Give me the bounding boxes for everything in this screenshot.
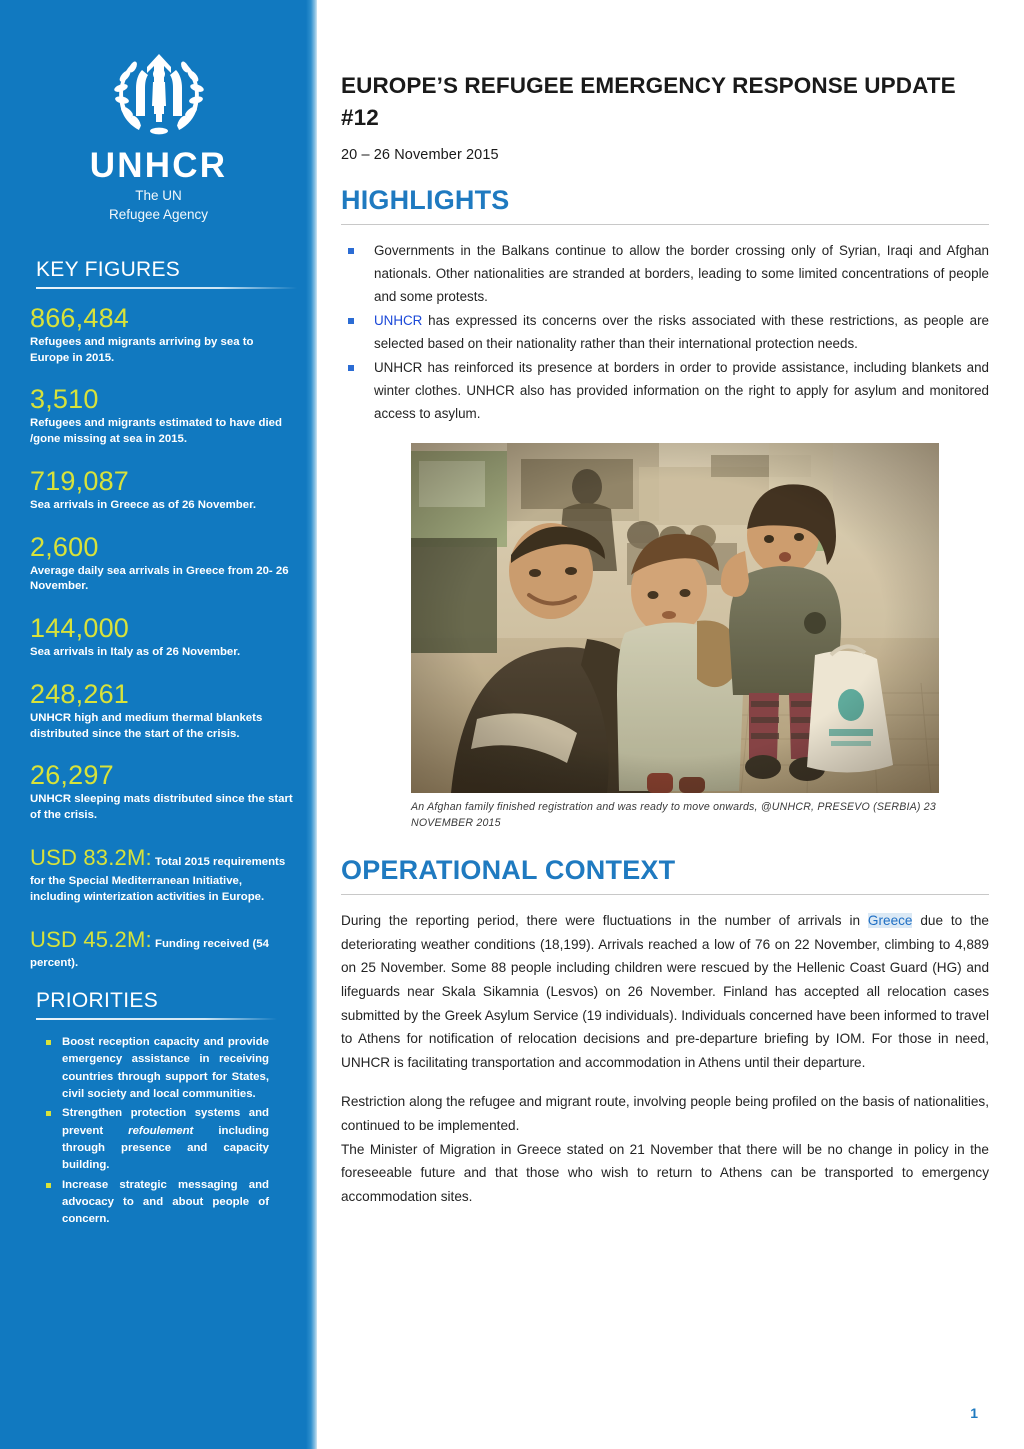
key-figure-item bbox=[30, 613, 293, 661]
key-figure-item bbox=[30, 679, 293, 743]
key-figure-description: Refugees and migrants estimated to have died /gone missing at sea in 2015. bbox=[30, 417, 282, 446]
key-figure-item bbox=[30, 303, 293, 367]
highlights-divider bbox=[341, 224, 989, 225]
unhcr-logo bbox=[0, 0, 317, 224]
key-figure-value: 3,510 bbox=[30, 384, 99, 415]
photo-caption: An Afghan family finished registration and was ready to move onwards, @UNHCR, PRESEVO (SERBIA) 23 NOVEMBER 2015 bbox=[411, 801, 936, 829]
report-date-range: 20 – 26 November 2015 bbox=[341, 146, 499, 163]
unhcr-tagline-line1: The UN bbox=[135, 188, 182, 203]
unhcr-wordmark: UNHCR bbox=[89, 146, 228, 185]
key-figure-item bbox=[30, 466, 293, 514]
funding-description: Funding received (54 percent). bbox=[30, 937, 269, 969]
key-figure-value: 248,261 bbox=[30, 678, 129, 709]
list-item bbox=[46, 1105, 269, 1174]
key-figure-description: Sea arrivals in Italy as of 26 November. bbox=[30, 646, 241, 659]
priority-text: Strengthen protection systems and prevent bbox=[62, 1107, 269, 1137]
page-number: 1 bbox=[970, 1405, 978, 1421]
photo-figure bbox=[411, 443, 939, 831]
greece-link[interactable]: Greece bbox=[867, 912, 913, 928]
key-figure-description: Refugees and migrants arriving by sea to Europe in 2015. bbox=[30, 335, 254, 364]
sidebar-edge-band bbox=[306, 0, 317, 1449]
unhcr-link[interactable]: UNHCR bbox=[374, 313, 423, 329]
priority-text: Increase strategic messaging and advocacy to and about people of concern. bbox=[62, 1178, 269, 1226]
priorities-divider bbox=[36, 1018, 277, 1020]
key-figures-heading: KEY FIGURES bbox=[36, 257, 181, 281]
key-figure-item bbox=[30, 532, 293, 596]
unhcr-tagline-line2: Refugee Agency bbox=[108, 206, 209, 222]
page-title: EUROPE’S REFUGEE EMERGENCY RESPONSE UPDATE #12 bbox=[341, 73, 956, 130]
priority-text-tail: including through presence and capacity building. bbox=[62, 1124, 269, 1172]
priority-text: Boost reception capacity and provide emergency assistance in receiving countries through support for States, civil society and local communities. bbox=[62, 1035, 269, 1100]
key-figure-value: 2,600 bbox=[30, 531, 99, 562]
funding-item bbox=[30, 924, 293, 971]
key-figure-value: 26,297 bbox=[30, 760, 114, 791]
key-figures-list bbox=[0, 303, 317, 971]
funding-item bbox=[30, 842, 293, 906]
key-figure-description: UNHCR high and medium thermal blankets distributed since the start of the crisis. bbox=[30, 711, 263, 740]
highlight-text: has expressed its concerns over the risks associated with these restrictions, as people are selected based on their nationality rather than their international protection needs. bbox=[374, 313, 989, 352]
square-bullet-icon bbox=[46, 1111, 51, 1116]
key-figure-item bbox=[30, 384, 293, 448]
key-figure-description: Average daily sea arrivals in Greece from 20- 26 November. bbox=[30, 564, 289, 593]
list-item bbox=[46, 1034, 269, 1103]
highlights-list bbox=[341, 239, 989, 425]
operational-context-paragraph-3: The Minister of Migration in Greece stated on 21 November that there will be no change in policy in the foreseeable future and that those who wish to return to Athens can be transported to emergency accommodation sites. bbox=[341, 1141, 989, 1205]
list-item bbox=[341, 356, 989, 425]
key-figure-description: UNHCR sleeping mats distributed since the start of the crisis. bbox=[30, 793, 293, 822]
key-figure-value: 866,484 bbox=[30, 302, 129, 333]
funding-value: USD 45.2M: bbox=[30, 926, 152, 952]
operational-context-paragraph-1 bbox=[341, 909, 989, 1074]
square-bullet-icon bbox=[348, 318, 354, 324]
refugee-family-photo bbox=[411, 443, 939, 793]
highlights-heading: HIGHLIGHTS bbox=[341, 184, 510, 215]
square-bullet-icon bbox=[46, 1183, 51, 1188]
unhcr-emblem-icon bbox=[0, 36, 317, 144]
priority-text-italic: refoulement bbox=[128, 1124, 194, 1137]
operational-context-divider bbox=[341, 894, 989, 895]
priorities-list bbox=[0, 1034, 317, 1229]
key-figure-value: 719,087 bbox=[30, 465, 129, 496]
highlight-text: Governments in the Balkans continue to allow the border crossing only of Syrian, Iraqi and Afghan nationals. Other nationalities are stranded at borders, leading to some limited concentrations of people and some protests. bbox=[374, 242, 989, 304]
key-figures-header bbox=[0, 258, 317, 289]
funding-value: USD 83.2M: bbox=[30, 844, 152, 870]
list-item bbox=[341, 309, 989, 355]
funding-description: Total 2015 requirements for the Special Mediterranean Initiative, including winterization activities in Europe. bbox=[30, 855, 286, 904]
operational-context-paragraph-2: Restriction along the refugee and migrant route, involving people being profiled on the basis of nationalities, continued to be implemented. bbox=[341, 1094, 989, 1134]
sidebar bbox=[0, 0, 317, 1449]
priorities-heading: PRIORITIES bbox=[36, 988, 159, 1012]
highlight-text: UNHCR has reinforced its presence at borders in order to provide assistance, including blankets and winter clothes. UNHCR also has provided information on the right to apply for asylum and monitored access to asylum. bbox=[374, 360, 989, 422]
key-figure-description: Sea arrivals in Greece as of 26 November. bbox=[30, 498, 257, 511]
main-content bbox=[341, 0, 989, 1209]
square-bullet-icon bbox=[348, 365, 354, 371]
list-item bbox=[341, 239, 989, 308]
operational-context-heading: OPERATIONAL CONTEXT bbox=[341, 854, 676, 885]
paragraph-text-after: due to the deteriorating weather conditions (18,199). Arrivals reached a low of 76 on 22 November, climbing to 4,889 on 25 November. Some 88 people including children were rescued by the Hellenic Coast Guard (HG) and lifeguards near Skala Sikamnia (Lesvos) on 26 November. Finland has accepted all relocation cases submitted by the Greek Asylum Service (19 individuals). Individuals concerned have been informed to travel to Athens for notification of relocation decisions and pre-departure briefing by IOM. For those in need, UNHCR is facilitating transportation and accommodation in Athens until their departure. bbox=[341, 912, 989, 1070]
key-figure-item bbox=[30, 760, 293, 824]
paragraph-text-before: During the reporting period, there were fluctuations in the number of arrivals in bbox=[341, 912, 868, 928]
square-bullet-icon bbox=[46, 1040, 51, 1045]
key-figure-value: 144,000 bbox=[30, 613, 129, 644]
priorities-header bbox=[0, 989, 317, 1020]
list-item bbox=[46, 1177, 269, 1229]
square-bullet-icon bbox=[348, 248, 354, 254]
key-figures-divider bbox=[36, 287, 297, 289]
